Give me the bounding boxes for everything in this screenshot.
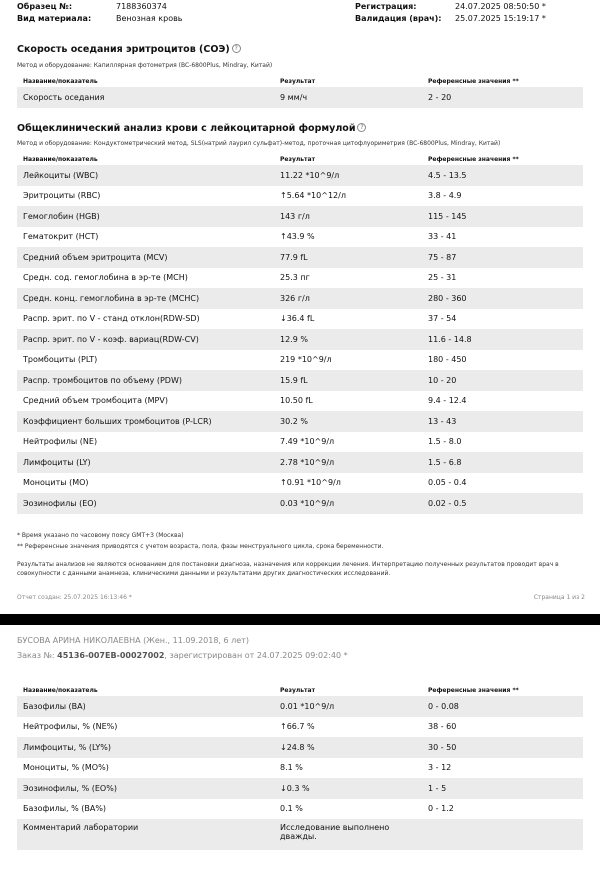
arrow-up-icon: ↑: [280, 722, 287, 732]
reference-range: 0.02 - 0.5: [422, 493, 583, 514]
result-value: 8.1 %: [280, 763, 303, 773]
reference-range: 9.4 - 12.4: [428, 396, 467, 406]
result-cell: [274, 758, 422, 779]
result-cell: [274, 452, 422, 473]
result-value: 143 г/л: [280, 211, 310, 221]
column-header: Результат: [280, 155, 316, 163]
parameter-name: Распр. эрит. по V - станд отклон(RDW-SD): [23, 314, 200, 324]
column-header: Результат: [280, 686, 316, 694]
result-cell: [274, 737, 422, 758]
table-header: [17, 684, 583, 696]
result-value: 43.9 %: [286, 232, 315, 242]
result-cell: [274, 227, 422, 248]
footnote-disclaimer: Результаты анализов не являются основанием для постановки диагноза, назначения или коррекции лечения. Интерпретацию полученных результатов проводит врач в совокупности с данными анамнеза, клиническими данными и результатами других диагностических исследований.: [17, 561, 559, 577]
table-header: [17, 75, 583, 87]
table-row: [17, 329, 583, 350]
table-row: [17, 493, 583, 514]
result-value: 2.78 *10^9/л: [280, 457, 335, 467]
result-value: Исследование выполнено дважды.: [280, 823, 390, 841]
table-row: [17, 350, 583, 371]
result-cell: [274, 473, 422, 494]
reference-range: 25 - 31: [428, 273, 457, 283]
parameter-name: Эритроциты (RBC): [23, 191, 101, 201]
cbc-title-text: Общеклинический анализ крови с лейкоцитарной формулой: [17, 123, 356, 134]
reference-range: 1 - 5: [422, 778, 583, 799]
result-value: 30.2 %: [280, 416, 308, 426]
material-label: Вид материала:: [17, 14, 92, 23]
sample-value: 7188360374: [116, 2, 167, 11]
table-row: [17, 309, 583, 330]
parameter-name: Распр. эрит. по V - коэф. вариац(RDW-CV): [17, 329, 274, 350]
reference-range: 0 - 0.08: [422, 696, 583, 717]
result-value: 0.1 %: [280, 804, 303, 814]
table-row: [17, 432, 583, 453]
table-row: [17, 87, 583, 108]
result-cell: [274, 309, 422, 330]
table-row: [17, 799, 583, 820]
info-icon[interactable]: ?: [357, 123, 366, 132]
order-info: [17, 651, 348, 660]
reference-range: 33 - 41: [428, 232, 457, 242]
parameter-name: Гематокрит (HCT): [23, 232, 99, 242]
cbc-method: Метод и оборудование: Кондуктометрический метод, SLS(натрий лаурил сульфат)-метод, проточная цитофлуориметрия (BC-6800Plus, Mindray, Китай): [17, 140, 501, 147]
result-value: 0.03 *10^9/л: [280, 498, 335, 508]
table-row: [17, 227, 583, 248]
result-value: 25.3 пг: [280, 273, 310, 283]
table-row: [17, 778, 583, 799]
parameter-name: Нейтрофилы, % (NE%): [23, 722, 118, 732]
esr-title-text: Скорость оседания эритроцитов (СОЭ): [17, 44, 230, 55]
table-row: [17, 473, 583, 494]
page2-table: [17, 684, 583, 850]
validation-label: Валидация (врач):: [355, 14, 442, 23]
order-number: 45136-007EB-00027002: [57, 651, 165, 660]
esr-table: [17, 75, 583, 108]
parameter-name: Средний объем эритроцита (MCV): [17, 247, 274, 268]
reference-range: 38 - 60: [428, 722, 457, 732]
parameter-name: Скорость оседания: [17, 87, 274, 108]
result-cell: [274, 696, 422, 717]
result-cell: [274, 493, 422, 514]
result-value: 0.91 *10^9/л: [286, 478, 341, 488]
table-row: [17, 819, 583, 850]
parameter-name: Тромбоциты (PLT): [23, 355, 98, 365]
cbc-table: [17, 153, 583, 514]
arrow-up-icon: ↑: [280, 478, 287, 488]
registration-value: 24.07.2025 08:50:50 *: [455, 2, 546, 11]
reference-range: 0.05 - 0.4: [428, 478, 467, 488]
result-cell: [274, 268, 422, 289]
parameter-name: Нейтрофилы (NE): [23, 437, 98, 447]
arrow-down-icon: ↓: [280, 742, 287, 752]
registration-label: Регистрация:: [355, 2, 417, 11]
reference-range: 2 - 20: [422, 87, 583, 108]
parameter-name: Лейкоциты (WBC): [17, 165, 274, 186]
parameter-name: Гемоглобин (HGB): [17, 206, 274, 227]
result-cell: [274, 411, 422, 432]
reference-range: 3 - 12: [428, 763, 452, 773]
report-created: Отчет создан: 25.07.2025 16:13:46 *: [17, 594, 132, 601]
table-row: [17, 206, 583, 227]
result-cell: [274, 288, 422, 309]
table-row: [17, 737, 583, 758]
table-row: [17, 165, 583, 186]
page-number: Страница 1 из 2: [533, 594, 585, 601]
result-value: 0.3 %: [286, 783, 310, 793]
arrow-down-icon: ↓: [280, 783, 287, 793]
info-icon[interactable]: ?: [232, 44, 241, 53]
result-cell: [274, 247, 422, 268]
result-value: 15.9 fL: [280, 375, 308, 385]
result-value: 9 мм/ч: [280, 92, 308, 102]
result-cell: [274, 391, 422, 412]
parameter-name: Базофилы, % (BA%): [23, 804, 107, 814]
reference-range: [422, 819, 583, 850]
esr-method: Метод и оборудование: Капиллярная фотометрия (BC-6800Plus, Mindray, Китай): [17, 62, 273, 69]
reference-range: 115 - 145: [422, 206, 583, 227]
material-value: Венозная кровь: [116, 14, 183, 23]
parameter-name: Распр. тромбоцитов по объему (PDW): [17, 370, 274, 391]
result-cell: [274, 432, 422, 453]
parameter-name: Эозинофилы (EO): [17, 493, 274, 514]
result-cell: [274, 819, 422, 850]
reference-range: 280 - 360: [422, 288, 583, 309]
arrow-up-icon: ↑: [280, 191, 287, 201]
result-value: 219 *10^9/л: [280, 355, 332, 365]
arrow-up-icon: ↑: [280, 232, 287, 242]
result-value: 0.01 *10^9/л: [280, 701, 335, 711]
column-header: Название/показатель: [23, 686, 98, 694]
cbc-title: [17, 123, 366, 134]
parameter-name: Средн. сод. гемоглобина в эр-те (MCH): [23, 273, 188, 283]
sample-label: Образец №:: [17, 2, 73, 11]
parameter-name: Лимфоциты, % (LY%): [17, 737, 274, 758]
parameter-name: Средн. конц. гемоглобина в эр-те (MCHC): [17, 288, 274, 309]
reference-range: 75 - 87: [422, 247, 583, 268]
result-cell: [274, 87, 422, 108]
result-value: 66.7 %: [286, 722, 315, 732]
result-cell: [274, 350, 422, 371]
table-row: [17, 247, 583, 268]
table-row: [17, 696, 583, 717]
parameter-name: Базофилы (BA): [17, 696, 274, 717]
parameter-name: Лимфоциты (LY): [17, 452, 274, 473]
result-cell: [274, 799, 422, 820]
reference-range: 10 - 20: [422, 370, 583, 391]
result-value: 36.4 fL: [286, 314, 315, 324]
result-value: 77.9 fL: [280, 252, 308, 262]
patient-info: БУСОВА АРИНА НИКОЛАЕВНА (Жен., 11.09.2018, 6 лет): [17, 636, 249, 645]
reference-range: 11.6 - 14.8: [422, 329, 583, 350]
parameter-name: Эозинофилы, % (EO%): [17, 778, 274, 799]
arrow-down-icon: ↓: [280, 314, 287, 324]
reference-range: 3.8 - 4.9: [428, 191, 462, 201]
reference-range: 180 - 450: [428, 355, 467, 365]
parameter-name: Комментарий лаборатории: [17, 819, 274, 850]
esr-title: [17, 44, 241, 55]
column-header: Результат: [280, 77, 316, 85]
column-header: Референсные значения **: [428, 686, 519, 694]
table-row: [17, 411, 583, 432]
reference-range: 30 - 50: [422, 737, 583, 758]
order-suffix: , зарегистрирован от 24.07.2025 09:02:40 *: [164, 651, 348, 660]
result-value: 326 г/л: [280, 293, 310, 303]
table-row: [17, 268, 583, 289]
parameter-name: Моноциты (MO): [23, 478, 89, 488]
result-cell: [274, 186, 422, 207]
footnote-reference: ** Референсные значения приводятся с учетом возраста, пола, фазы менструального цикла, срока беременности.: [17, 543, 384, 550]
validation-value: 25.07.2025 15:19:17 *: [455, 14, 546, 23]
table-row: [17, 452, 583, 473]
table-row: [17, 391, 583, 412]
result-value: 12.9 %: [280, 334, 308, 344]
reference-range: 1.5 - 8.0: [428, 437, 462, 447]
table-header: [17, 153, 583, 165]
result-value: 5.64 *10^12/л: [286, 191, 346, 201]
result-cell: [274, 370, 422, 391]
parameter-name: Моноциты, % (MO%): [23, 763, 109, 773]
table-row: [17, 758, 583, 779]
column-header: Название/показатель: [23, 155, 98, 163]
reference-range: 0 - 1.2: [428, 804, 454, 814]
parameter-name: Коэффициент больших тромбоцитов (P-LCR): [17, 411, 274, 432]
result-value: 24.8 %: [286, 742, 315, 752]
table-row: [17, 288, 583, 309]
reference-range: 4.5 - 13.5: [422, 165, 583, 186]
column-header: Референсные значения **: [428, 77, 519, 85]
result-cell: [274, 165, 422, 186]
footnote-timezone: * Время указано по часовому поясу GMT+3 (Москва): [17, 532, 184, 539]
reference-range: 1.5 - 6.8: [422, 452, 583, 473]
result-cell: [274, 206, 422, 227]
parameter-name: Средний объем тромбоцита (MPV): [23, 396, 168, 406]
table-row: [17, 370, 583, 391]
report-page-2: [0, 625, 600, 881]
column-header: Название/показатель: [23, 77, 98, 85]
table-row: [17, 186, 583, 207]
result-cell: [274, 329, 422, 350]
order-prefix: Заказ №:: [17, 651, 55, 660]
column-header: Референсные значения **: [428, 155, 519, 163]
result-cell: [274, 778, 422, 799]
reference-range: 37 - 54: [428, 314, 457, 324]
result-value: 7.49 *10^9/л: [280, 437, 335, 447]
result-value: 10.50 fL: [280, 396, 313, 406]
table-row: [17, 717, 583, 738]
result-value: 11.22 *10^9/л: [280, 170, 340, 180]
result-cell: [274, 717, 422, 738]
reference-range: 13 - 43: [422, 411, 583, 432]
